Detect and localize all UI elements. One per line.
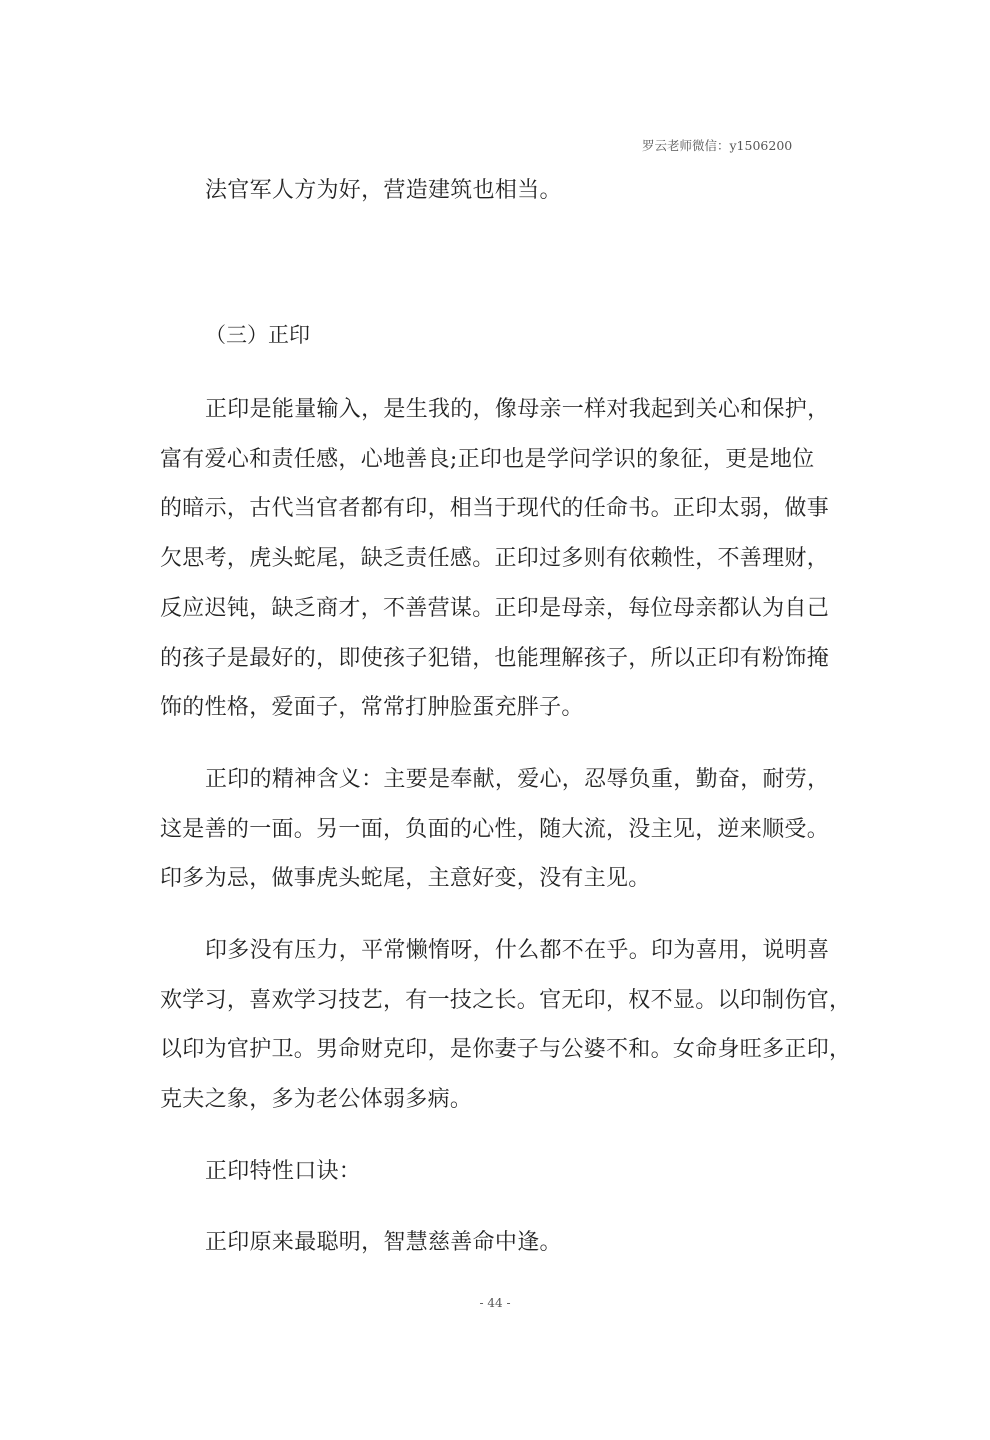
paragraph-line: 反应迟钝，缺乏商才，不善营谋。正印是母亲，每位母亲都认为自己: [160, 596, 830, 621]
paragraph-line: 欠思考，虎头蛇尾，缺乏责任感。正印过多则有依赖性，不善理财，: [160, 546, 830, 571]
verse-line: 正印原来最聪明，智慧慈善命中逢。: [205, 1230, 562, 1255]
paragraph-line: 欢学习，喜欢学习技艺，有一技之长。官无印，权不显。以印制伤官，: [160, 988, 852, 1013]
paragraph-line: 饰的性格，爱面子，常常打肿脸蛋充胖子。: [160, 695, 584, 720]
paragraph-line: 以印为官护卫。男命财克印，是你妻子与公婆不和。女命身旺多正印，: [160, 1037, 852, 1062]
header-contact-note: 罗云老师微信：y1506200: [642, 138, 793, 153]
paragraph-line: 正印是能量输入，是生我的，像母亲一样对我起到关心和保护，: [205, 397, 830, 422]
paragraph-line: 印多为忌，做事虎头蛇尾，主意好变，没有主见。: [160, 866, 651, 891]
paragraph-line: 的孩子是最好的，即使孩子犯错，也能理解孩子，所以正印有粉饰掩: [160, 646, 830, 671]
paragraph-line: 这是善的一面。另一面，负面的心性，随大流，没主见，逆来顺受。: [160, 817, 830, 842]
section-heading: （三）正印: [205, 323, 310, 347]
paragraph-line: 正印的精神含义：主要是奉献，爱心，忍辱负重，勤奋，耐劳，: [205, 767, 830, 792]
paragraph-line: 印多没有压力，平常懒惰呀，什么都不在乎。印为喜用，说明喜: [205, 938, 830, 963]
verse-title: 正印特性口诀：: [205, 1159, 362, 1184]
page-number: - 44 -: [479, 1296, 511, 1310]
continuation-line: 法官军人方为好，营造建筑也相当。: [205, 178, 562, 203]
paragraph-line: 的暗示，古代当官者都有印，相当于现代的任命书。正印太弱，做事: [160, 496, 830, 521]
paragraph-line: 富有爱心和责任感，心地善良;正印也是学问学识的象征，更是地位: [160, 447, 815, 472]
paragraph-line: 克夫之象，多为老公体弱多病。: [160, 1087, 473, 1112]
